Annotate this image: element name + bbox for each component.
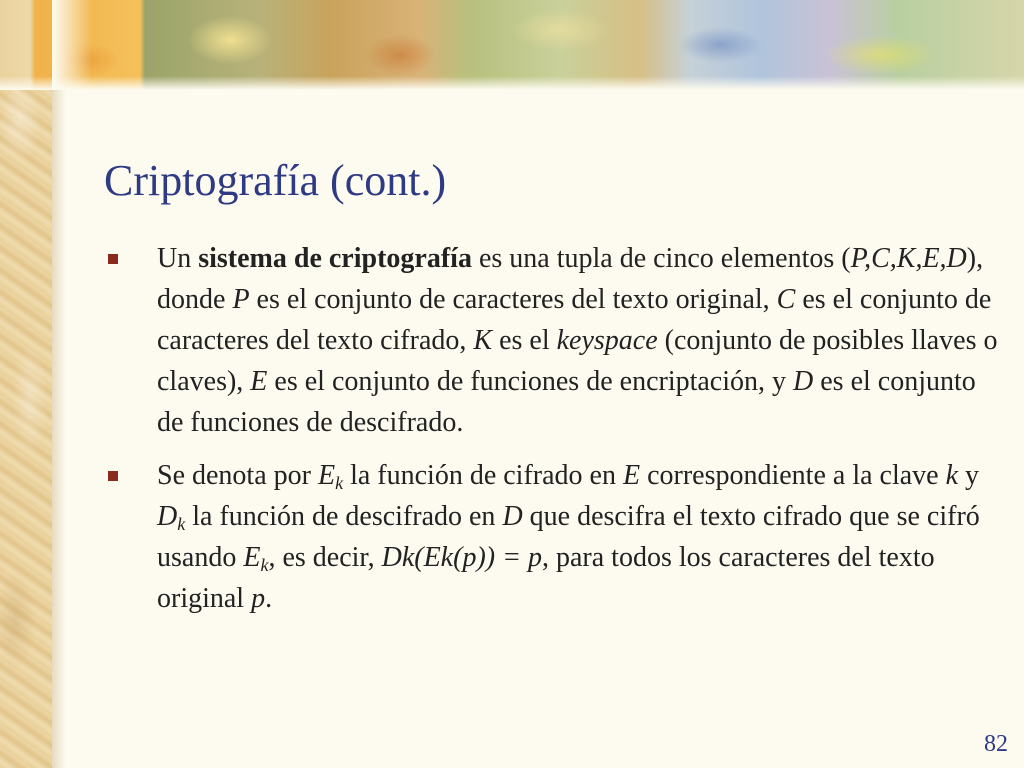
text-run: D [502,501,523,532]
text-run: P,C,K,E,D [850,243,967,274]
text-run: E [243,542,261,573]
square-bullet-icon [108,254,118,264]
text-run: D [157,501,178,532]
page-number: 82 [984,731,1008,757]
subscript: k [260,555,269,575]
text-run: la función de descifrado en [185,501,503,532]
text-run: k [945,460,959,491]
text-run: es el [492,325,557,356]
text-run: es el conjunto de caracteres del texto original, [249,284,777,315]
text-run: es el conjunto de funciones de encriptación, y [267,366,794,397]
text-run: P [232,284,250,315]
decorative-left-border [0,0,52,768]
decorative-top-banner [0,0,1024,90]
text-run: correspondiente a la clave [640,460,946,491]
text-run: , es decir, [268,542,382,573]
text-run: es el conjunto de caracteres del texto cifrado, [157,284,992,356]
text-run: la función de cifrado en [343,460,623,491]
text-run: keyspace [556,325,658,356]
text-run: sistema de criptografía [198,243,472,274]
text-run: ), donde [157,243,984,315]
text-run: (conjunto de posibles llaves o claves), [157,325,998,397]
text-run: C [776,284,796,315]
subscript: k [177,514,186,534]
text-run: E [250,366,268,397]
text-run: E [317,460,336,491]
text-run: y [958,460,980,491]
subscript: k [335,473,344,493]
square-bullet-icon [108,471,118,481]
text-run: Dk(Ek(p)) = p [381,542,542,573]
bullet-text-1 [157,238,1004,443]
bullet-item-1 [104,238,1004,443]
bullet-text-2 [157,455,1004,619]
bullet-item-2 [104,455,1004,619]
text-run: que descifra el texto cifrado que se cifró usando [157,501,980,573]
text-run: E [622,460,641,491]
text-run: Un [157,243,199,274]
text-run: K [473,325,493,356]
text-run: Se denota por [157,460,318,491]
text-run: es una tupla de cinco elementos ( [471,243,851,274]
text-run: D [793,366,814,397]
bullet-list [104,238,1004,631]
decorative-left-shadow [52,0,66,768]
slide-title: Criptografía (cont.) [104,156,447,205]
text-run: . [265,583,273,614]
decorative-banner-fade [52,0,92,90]
text-run: p [251,583,266,614]
text-run: , para todos los caracteres del texto original [157,542,935,614]
text-run: es el conjunto de funciones de descifrado. [157,366,976,438]
